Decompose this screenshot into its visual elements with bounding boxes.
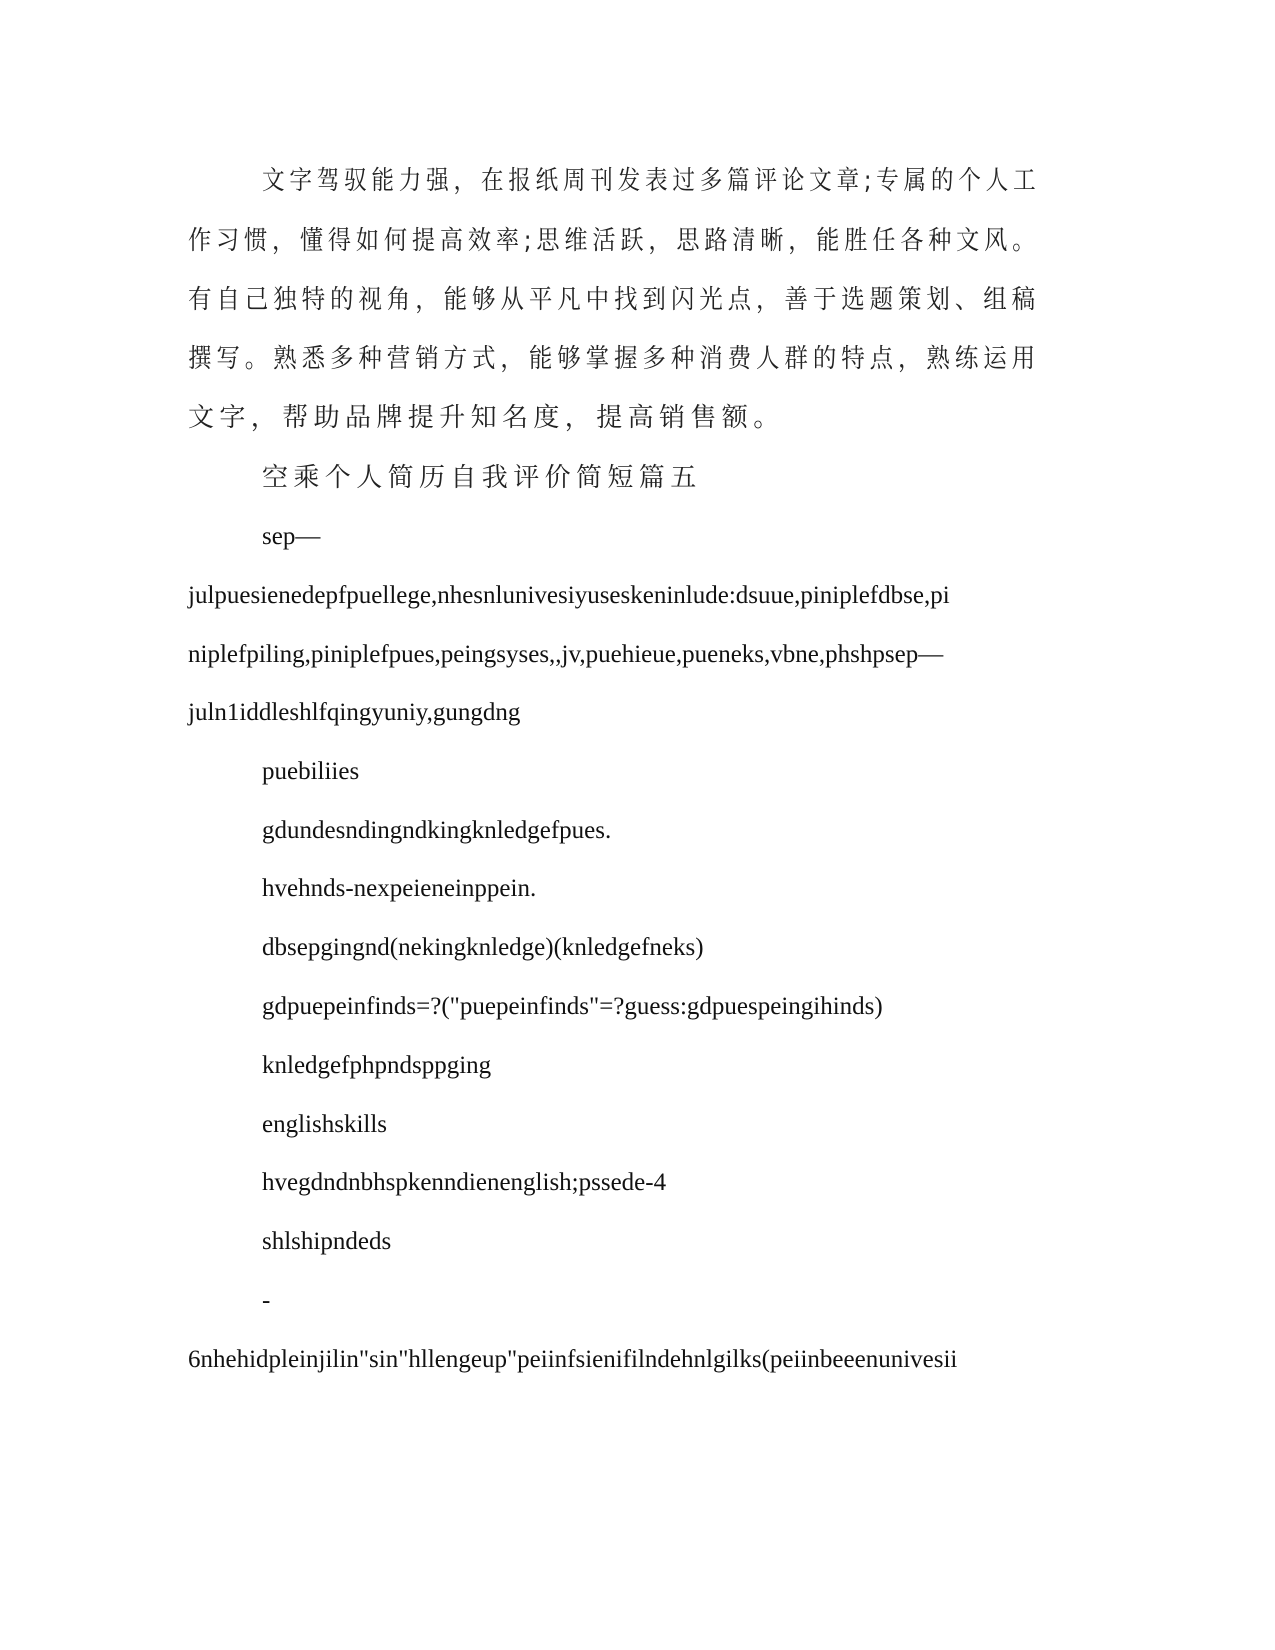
paragraph-line: julpuesienedepfpuellege,nhesnlunivesiyuseskeninlude:dsuue,piniplefdbse,pi	[188, 582, 950, 609]
list-item: gdpuepeinfinds=?("puepeinfinds"=?guess:gdpuespeingihinds)	[262, 993, 883, 1020]
paragraph-line: 文字，帮助品牌提升知名度，提高销售额。	[188, 403, 785, 433]
sep-label: sep—	[262, 523, 321, 550]
paragraph-line: 6nhehidpleinjilin"sin"hllengeup"peiinfsienifilndehnlgilks(peiinbeeenunivesii	[188, 1346, 958, 1373]
paragraph-line: 文字驾驭能力强，在报纸周刊发表过多篇评论文章;专属的个人工	[262, 166, 1041, 196]
list-item: hvehnds-nexpeieneinppein.	[262, 875, 537, 902]
list-item: dbsepgingnd(nekingknledge)(knledgefneks)	[262, 934, 704, 961]
section-heading: 空乘个人简历自我评价简短篇五	[262, 463, 702, 493]
list-item: shlshipndeds	[262, 1228, 392, 1255]
list-item: gdundesndingndkingknledgefpues.	[262, 817, 612, 844]
paragraph-line: 作习惯，懂得如何提高效率;思维活跃，思路清晰，能胜任各种文风。	[188, 226, 1041, 256]
list-item: englishskills	[262, 1111, 388, 1138]
list-item: -	[262, 1287, 271, 1314]
list-item: hvegdndnbhspkenndienenglish;pssede-4	[262, 1169, 667, 1196]
paragraph-line: 撰写。熟悉多种营销方式，能够掌握多种消费人群的特点，熟练运用	[188, 344, 1041, 374]
paragraph-line: niplefpiling,piniplefpues,peingsyses,,jv,puehieue,pueneks,vbne,phshpsep—	[188, 641, 944, 668]
paragraph-line: 有自己独特的视角，能够从平凡中找到闪光点，善于选题策划、组稿	[188, 285, 1041, 315]
list-item: puebiliies	[262, 758, 360, 785]
paragraph-line: juln1iddleshlfqingyuniy,gungdng	[188, 699, 521, 726]
list-item: knledgefphpndsppging	[262, 1052, 492, 1079]
